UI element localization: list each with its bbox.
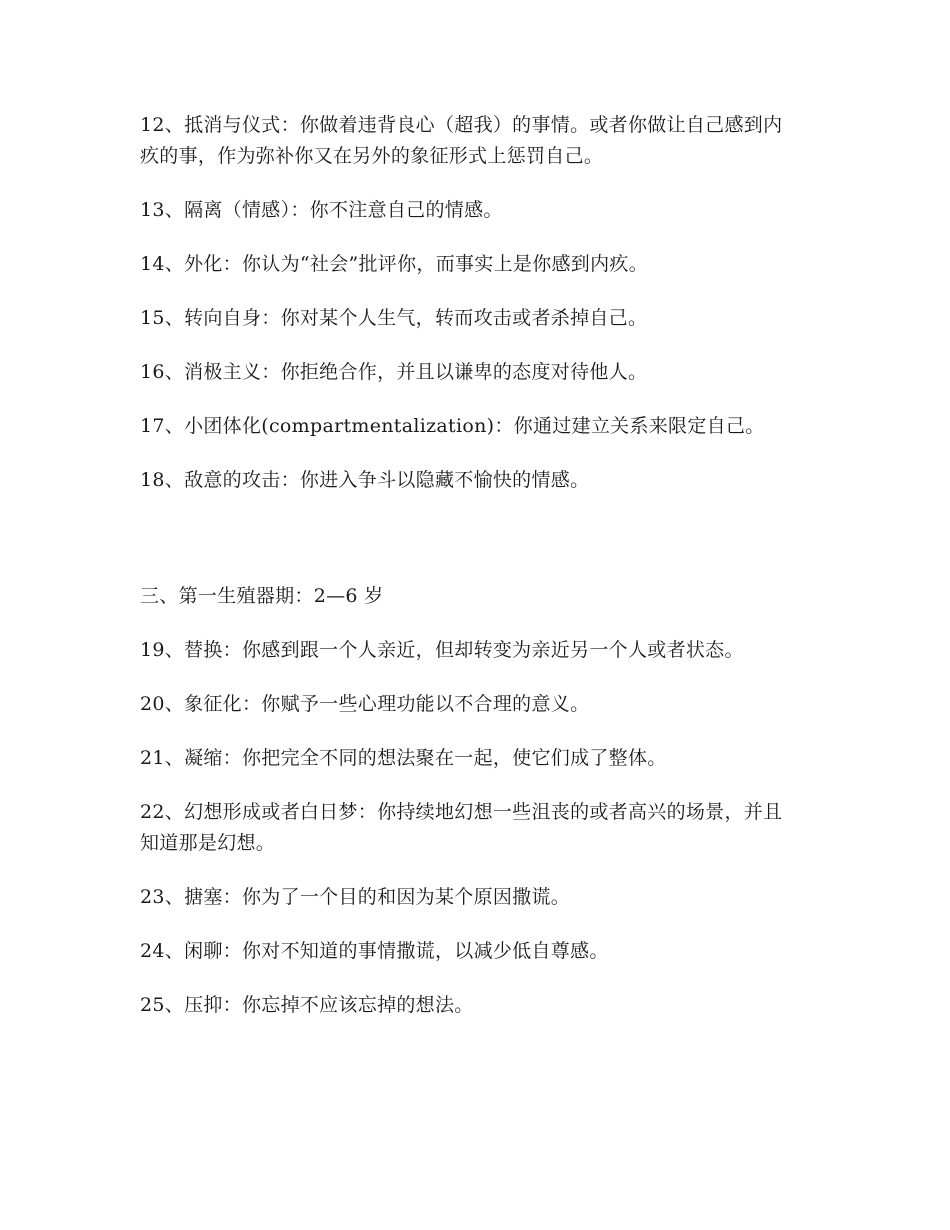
- section-heading: 三、第一生殖器期：2—6 岁: [140, 585, 384, 607]
- list-item-25: 25、压抑：你忘掉不应该忘掉的想法。: [140, 994, 474, 1016]
- list-item-18: 18、敌意的攻击：你进入争斗以隐藏不愉快的情感。: [140, 469, 590, 491]
- list-item-12: 12、抵消与仪式：你做着违背良心（超我）的事情。或者你做让自己感到内疚的事，作为弥补你又在另外的象征形式上惩罚自己。: [140, 114, 783, 167]
- list-item-23: 23、搪塞：你为了一个目的和因为某个原因撒谎。: [140, 886, 571, 908]
- list-item-22: 22、幻想形成或者白日梦：你持续地幻想一些沮丧的或者高兴的场景，并且知道那是幻想。: [140, 801, 783, 854]
- list-item-20: 20、象征化：你赋予一些心理功能以不合理的意义。: [140, 693, 590, 715]
- document-body: [140, 110, 790, 1044]
- list-item-16: 16、消极主义：你拒绝合作，并且以谦卑的态度对待他人。: [140, 361, 648, 383]
- list-item-13: 13、隔离（情感）：你不注意自己的情感。: [140, 199, 503, 221]
- list-item-17: 17、小团体化(compartmentalization)：你通过建立关系来限定自己。: [140, 415, 765, 437]
- list-item-15: 15、转向自身：你对某个人生气，转而攻击或者杀掉自己。: [140, 307, 648, 329]
- list-item-14: 14、外化：你认为“社会”批评你，而事实上是你感到内疚。: [140, 253, 649, 275]
- section-spacer: [140, 519, 790, 581]
- list-item-19: 19、替换：你感到跟一个人亲近，但却转变为亲近另一个人或者状态。: [140, 639, 744, 661]
- list-item-24: 24、闲聊：你对不知道的事情撒谎，以减少低自尊感。: [140, 940, 609, 962]
- list-item-21: 21、凝缩：你把完全不同的想法聚在一起，使它们成了整体。: [140, 747, 667, 769]
